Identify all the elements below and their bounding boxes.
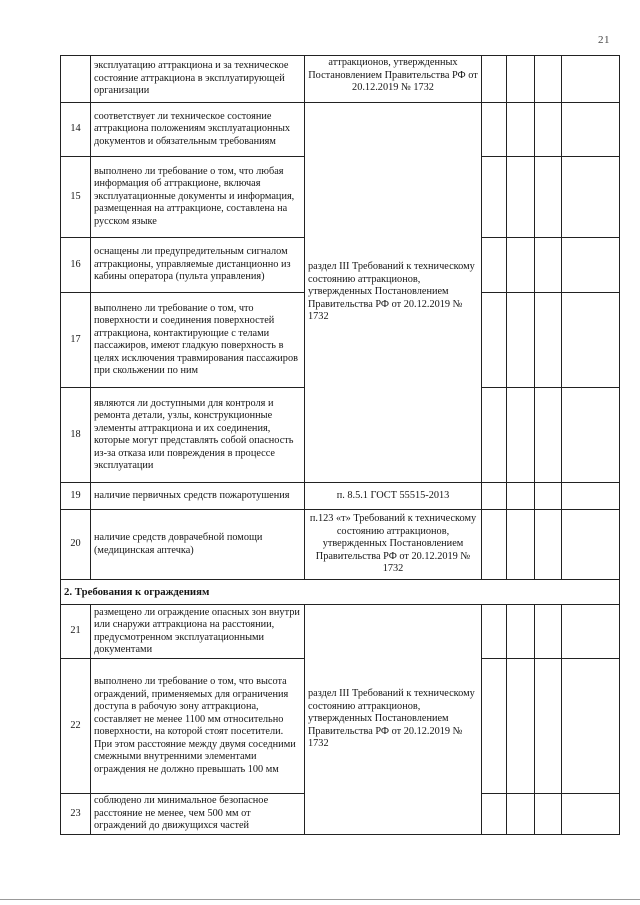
answer-no-cell[interactable] xyxy=(507,605,535,659)
answer-no-cell[interactable] xyxy=(507,293,535,388)
answer-no-cell[interactable] xyxy=(507,157,535,238)
note-cell[interactable] xyxy=(562,56,620,103)
answer-na-cell[interactable] xyxy=(535,238,562,293)
checklist-table xyxy=(60,55,620,835)
answer-yes-cell[interactable] xyxy=(482,56,507,103)
answer-na-cell[interactable] xyxy=(535,56,562,103)
row-number: 16 xyxy=(61,238,91,293)
section-title: 2. Требования к ограждениям xyxy=(61,580,620,605)
note-cell[interactable] xyxy=(562,605,620,659)
row-number: 22 xyxy=(61,659,91,794)
question-cell: выполнено ли требование о том, что поверхности и соединения поверхностей аттракциона, контактирующие с телами пассажиров, имеют гладкую поверхность в целях исключения травмирования пассажиров при скольжении по ним xyxy=(91,293,305,388)
note-cell[interactable] xyxy=(562,293,620,388)
question-cell: являются ли доступными для контроля и ремонта детали, узлы, конструкционные элементы аттракциона и их соединения, которые могут представлять собой опасность из-за отказа или повреждения в процессе эксплуатации xyxy=(91,388,305,483)
row-number: 15 xyxy=(61,157,91,238)
row-number: 20 xyxy=(61,510,91,580)
row-number: 14 xyxy=(61,103,91,157)
answer-yes-cell[interactable] xyxy=(482,388,507,483)
answer-no-cell[interactable] xyxy=(507,510,535,580)
answer-na-cell[interactable] xyxy=(535,659,562,794)
question-cell: оснащены ли предупредительным сигналом аттракционы, управляемые дистанционно из кабины оператора (пульта управления) xyxy=(91,238,305,293)
section-row xyxy=(61,580,620,605)
table-row xyxy=(61,605,620,659)
question-cell: эксплуатацию аттракциона и за техническое состояние аттракциона в эксплуатирующей организации xyxy=(91,56,305,103)
answer-na-cell[interactable] xyxy=(535,794,562,835)
answer-na-cell[interactable] xyxy=(535,157,562,238)
answer-no-cell[interactable] xyxy=(507,483,535,510)
answer-yes-cell[interactable] xyxy=(482,103,507,157)
answer-na-cell[interactable] xyxy=(535,293,562,388)
note-cell[interactable] xyxy=(562,659,620,794)
answer-no-cell[interactable] xyxy=(507,388,535,483)
question-cell: наличие первичных средств пожаротушения xyxy=(91,483,305,510)
answer-yes-cell[interactable] xyxy=(482,605,507,659)
answer-yes-cell[interactable] xyxy=(482,510,507,580)
norm-cell: п.123 «т» Требований к техническому состоянию аттракционов, утвержденных Постановлением Правительства РФ от 20.12.2019 № 1732 xyxy=(305,510,482,580)
row-number: 21 xyxy=(61,605,91,659)
answer-no-cell[interactable] xyxy=(507,103,535,157)
note-cell[interactable] xyxy=(562,794,620,835)
page-bottom-line xyxy=(0,899,640,900)
row-number: 17 xyxy=(61,293,91,388)
note-cell[interactable] xyxy=(562,388,620,483)
answer-na-cell[interactable] xyxy=(535,388,562,483)
question-cell: соответствует ли техническое состояние аттракциона положениям эксплуатационных документов и обязательным требованиям xyxy=(91,103,305,157)
note-cell[interactable] xyxy=(562,483,620,510)
norm-cell: аттракционов, утвержденных Постановлением Правительства РФ от 20.12.2019 № 1732 xyxy=(305,56,482,103)
question-cell: выполнено ли требование о том, что высота ограждений, применяемых для ограничения доступа в рабочую зону аттракциона, составляет не менее 1100 мм относительно поверхности, на которой стоят посетители. При этом расстояние между двумя соседними смежными внутренними элементами ограждения не должно превышать 100 мм xyxy=(91,659,305,794)
answer-na-cell[interactable] xyxy=(535,510,562,580)
answer-no-cell[interactable] xyxy=(507,794,535,835)
row-number: 19 xyxy=(61,483,91,510)
answer-yes-cell[interactable] xyxy=(482,483,507,510)
table-row xyxy=(61,510,620,580)
norm-cell: п. 8.5.1 ГОСТ 55515-2013 xyxy=(305,483,482,510)
note-cell[interactable] xyxy=(562,238,620,293)
note-cell[interactable] xyxy=(562,103,620,157)
table-row xyxy=(61,103,620,157)
page-number: 21 xyxy=(598,34,610,46)
answer-no-cell[interactable] xyxy=(507,659,535,794)
answer-yes-cell[interactable] xyxy=(482,293,507,388)
table-row xyxy=(61,56,620,103)
answer-yes-cell[interactable] xyxy=(482,659,507,794)
table-row xyxy=(61,483,620,510)
answer-no-cell[interactable] xyxy=(507,238,535,293)
row-number xyxy=(61,56,91,103)
answer-yes-cell[interactable] xyxy=(482,157,507,238)
note-cell[interactable] xyxy=(562,157,620,238)
note-cell[interactable] xyxy=(562,510,620,580)
answer-na-cell[interactable] xyxy=(535,483,562,510)
question-cell: выполнено ли требование о том, что любая информация об аттракционе, включая эксплуатационные документы и информация, размещенная на аттракционе, составлена на русском языке xyxy=(91,157,305,238)
question-cell: размещено ли ограждение опасных зон внутри или снаружи аттракциона на расстоянии, предусмотренном эксплуатационными документами xyxy=(91,605,305,659)
norm-cell-merged: раздел III Требований к техническому состоянию аттракционов, утвержденных Постановлением Правительства РФ от 20.12.2019 № 1732 xyxy=(305,103,482,483)
row-number: 23 xyxy=(61,794,91,835)
answer-yes-cell[interactable] xyxy=(482,794,507,835)
norm-cell-merged: раздел III Требований к техническому состоянию аттракционов, утвержденных Постановлением Правительства РФ от 20.12.2019 № 1732 xyxy=(305,605,482,835)
row-number: 18 xyxy=(61,388,91,483)
answer-no-cell[interactable] xyxy=(507,56,535,103)
answer-na-cell[interactable] xyxy=(535,605,562,659)
answer-na-cell[interactable] xyxy=(535,103,562,157)
question-cell: соблюдено ли минимальное безопасное расстояние не менее, чем 500 мм от ограждений до движущихся частей xyxy=(91,794,305,835)
answer-yes-cell[interactable] xyxy=(482,238,507,293)
question-cell: наличие средств доврачебной помощи (медицинская аптечка) xyxy=(91,510,305,580)
